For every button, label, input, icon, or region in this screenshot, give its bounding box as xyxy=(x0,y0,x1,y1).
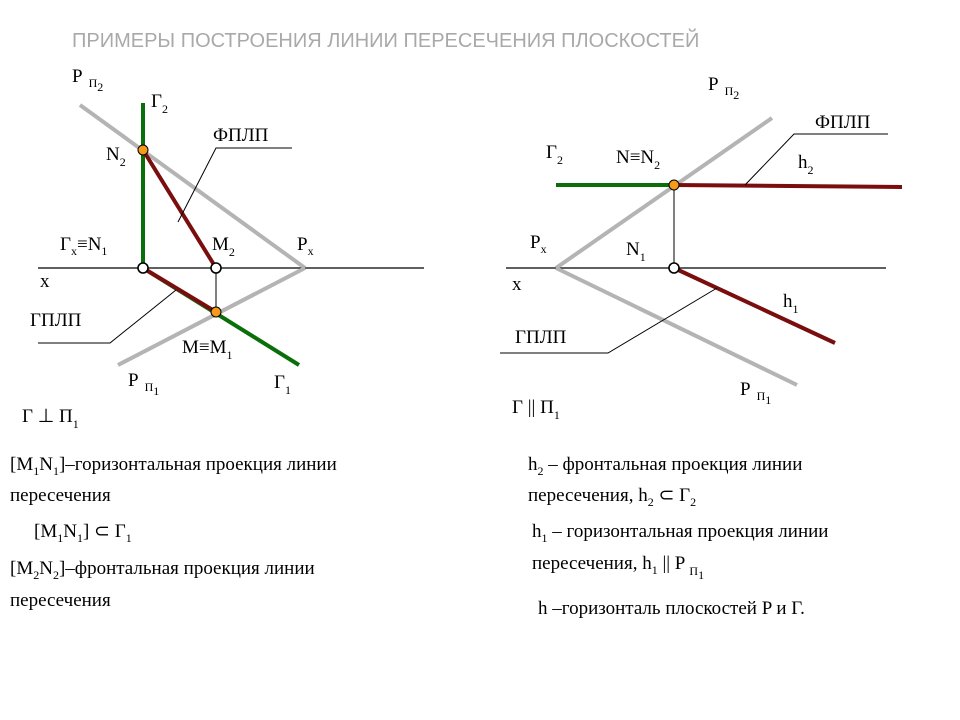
left-note-5: пересечения xyxy=(10,590,111,611)
label-fplp: ФПЛП xyxy=(213,125,269,146)
label-right-p-pi1: P $_{П1}$ xyxy=(740,379,772,407)
label-right-gplp: ГПЛП xyxy=(515,327,567,348)
label-gamma2: $Г_2$ xyxy=(151,91,168,116)
left-point-n1 xyxy=(138,263,148,273)
left-fplp-leader xyxy=(178,148,292,222)
label-gplp: ГПЛП xyxy=(30,310,82,331)
right-h2-line xyxy=(674,185,902,187)
label-p-pi2: P $_{П2}$ xyxy=(72,66,104,94)
label-n2: $N_2$ xyxy=(106,144,126,169)
label-right-n-n2: $N\equiv N_2$ xyxy=(616,147,661,172)
left-note-3: $[M_1N_1]$ ⊂ $Г_1$ xyxy=(34,521,132,545)
left-note-4: $[M_2N_2]$–фронтальная проекция линии xyxy=(10,558,315,582)
right-note-4: пересечения, $h_1$ || P $_{П1}$ xyxy=(532,553,705,582)
label-m2: $M_2$ xyxy=(212,234,235,259)
left-point-m2 xyxy=(211,263,221,273)
page-title: ПРИМЕРЫ ПОСТРОЕНИЯ ЛИНИИ ПЕРЕСЕЧЕНИЯ ПЛОСКОСТЕЙ xyxy=(72,30,700,52)
label-right-h2: $h_2$ xyxy=(798,152,814,177)
right-trace-p-pi1 xyxy=(556,268,797,385)
left-trace-p-pi2 xyxy=(80,105,305,268)
left-diagram xyxy=(10,66,424,611)
label-gamma1: $Г_1$ xyxy=(274,372,291,397)
label-p-pi1: P $_{П1}$ xyxy=(128,370,160,398)
label-x-axis: x xyxy=(40,271,50,292)
label-px: $P_x$ xyxy=(297,234,314,258)
label-right-gamma2: $Г_2$ xyxy=(546,142,563,167)
label-m-m1: $M\equiv M_1$ xyxy=(182,337,233,362)
right-point-n1 xyxy=(669,263,679,273)
label-gx-n1: $Г_x\equiv N_1$ xyxy=(60,234,108,258)
right-note-1: $h_2$ – фронтальная проекция линии xyxy=(528,454,803,478)
right-diagram xyxy=(500,74,902,619)
left-point-n2 xyxy=(138,145,148,155)
left-m2n2-line xyxy=(143,150,216,268)
right-h1-line xyxy=(674,268,835,343)
label-relation-right: Г || $П_1$ xyxy=(512,397,560,422)
label-right-n1: $N_1$ xyxy=(626,239,646,264)
right-point-n2 xyxy=(669,180,679,190)
left-note-2: пересечения xyxy=(10,485,111,506)
right-fplp-leader xyxy=(745,134,888,185)
right-note-2: пересечения, $h_2$ ⊂ $Г_2$ xyxy=(528,485,697,509)
left-note-1: $[M_1N_1]$–горизонтальная проекция линии xyxy=(10,454,337,478)
right-trace-p-pi2 xyxy=(556,118,772,268)
right-note-3: $h_1$ – горизонтальная проекция линии xyxy=(532,521,829,545)
left-point-m1 xyxy=(211,307,221,317)
label-right-px: $P_x$ xyxy=(530,232,547,256)
label-right-fplp: ФПЛП xyxy=(815,112,871,133)
label-right-h1: $h_1$ xyxy=(783,291,799,316)
label-relation-left: Г ⊥ $П_1$ xyxy=(22,406,79,431)
left-m1n1-line xyxy=(143,268,216,312)
label-right-p-pi2: P $_{П2}$ xyxy=(708,74,740,102)
right-note-5: h –горизонталь плоскостей P и Г. xyxy=(538,598,805,619)
label-right-x-axis: x xyxy=(512,274,522,295)
